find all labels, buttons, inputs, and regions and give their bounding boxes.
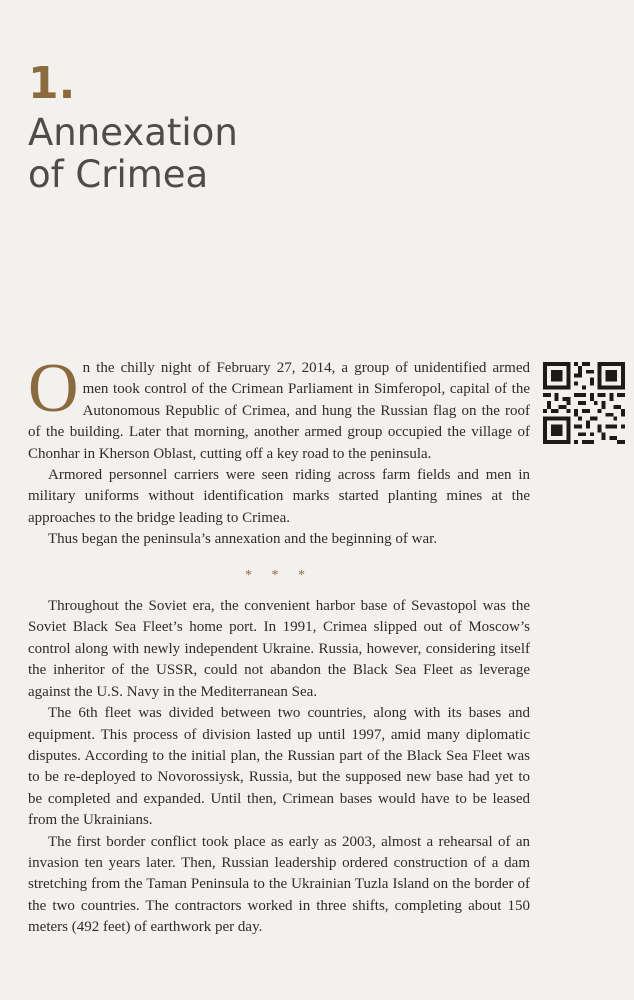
paragraph-6: The first border conflict took place as early as 2003, almost a rehearsal of an invasion ten years later. Then, Russian leadership ordered construction of a dam stretching from the Taman Peninsula to the Ukrainian Tuzla Island on the border of the two countries. The contractors worked in three shifts, completing about 150 meters (492 feet) of earthwork per day. [28, 833, 530, 936]
qr-code-icon[interactable] [543, 362, 625, 444]
article-body [28, 350, 530, 939]
chapter-title [28, 112, 238, 196]
paragraph-2: Armored personnel carriers were seen riding across farm fields and men in military uniforms without identification marks started planting mines at the approaches to the bridge leading to Crimea. [28, 467, 530, 526]
chapter-title-line-1: Annexation [28, 111, 238, 154]
paragraph-4: Throughout the Soviet era, the convenient harbor base of Sevastopol was the Soviet Black Sea Fleet’s home port. In 1991, Crimea slipped out of Moscow’s control along with newly independent Ukraine. Russia, however, considering itself the inheritor of the USSR, could not abandon the Black Sea Fleet as leverage against the U.S. Navy in the Mediterranean Sea. [28, 598, 530, 700]
chapter-title-line-2: of Crimea [28, 153, 209, 196]
paragraph-5: The 6th fleet was divided between two countries, along with its bases and equipment. This process of division lasted up until 1997, amid many diplomatic disputes. According to the initial plan, the Russian part of the Black Sea Fleet was to be re-deployed to Novorossiysk, Russia, but the supposed new base had yet to be completed and expanded. Until then, Crimean bases would have to be leased from the Ukrainians. [28, 705, 530, 829]
paragraph-1 [28, 350, 530, 465]
paragraph-3: Thus began the peninsula’s annexation and the beginning of war. [48, 531, 438, 548]
section-divider: * * * [245, 567, 313, 583]
chapter-number: 1. [28, 58, 76, 109]
paragraph-1-text: n the chilly night of February 27, 2014, a group of unidentified armed men took control of the Crimean Parliament in Simferopol, capital of the Autonomous Republic of Crimea, and hung the Russian flag on the roof of the building. Later that morning, another armed group occupied the village of Chonhar in Kherson Oblast, cutting off a key road to the peninsula. [28, 360, 530, 462]
drop-cap: O [28, 350, 79, 427]
